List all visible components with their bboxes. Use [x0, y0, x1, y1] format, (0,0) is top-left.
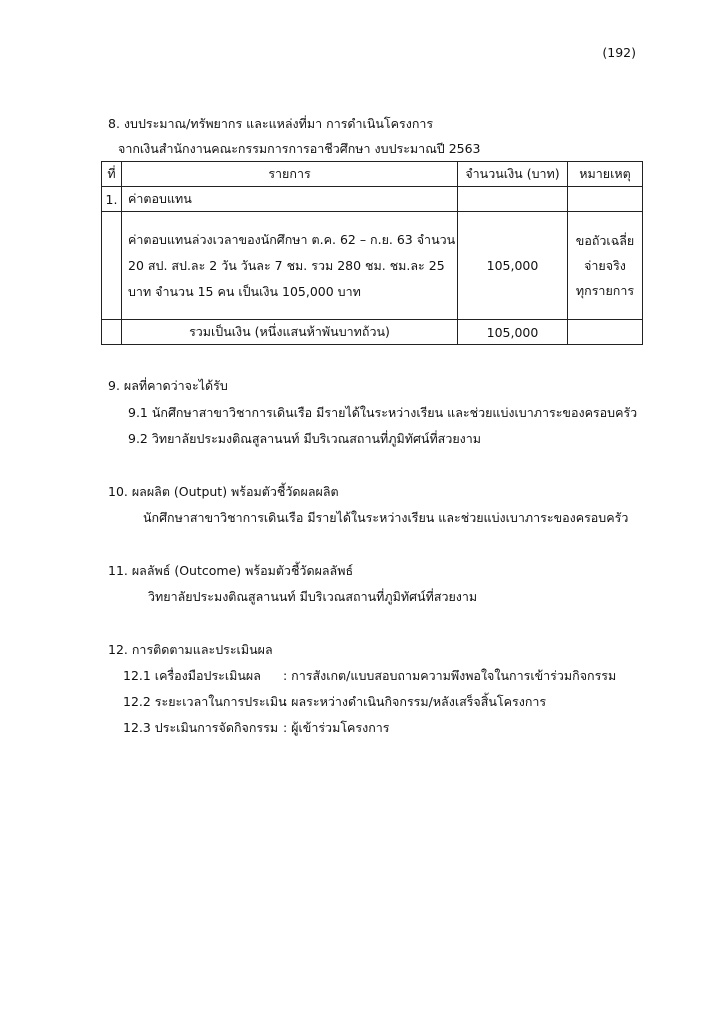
header-no: ที่	[102, 162, 122, 187]
section-12-item-value: : การสังเกต/แบบสอบถามความพึงพอใจในการเข้าร่วมกิจกรรม	[283, 668, 617, 683]
section-10-heading: 10. ผลผลิต (Output) พร้อมตัวชี้วัดผลผลิต	[108, 484, 339, 499]
header-remark: หมายเหตุ	[568, 162, 643, 187]
total-no-empty	[102, 320, 122, 345]
header-item: รายการ	[122, 162, 458, 187]
section-12-item-label: 12.2 ระยะเวลาในการประเมิน	[123, 694, 287, 709]
total-remark-empty	[568, 320, 643, 345]
table-total-row	[102, 320, 643, 345]
row-no-empty	[102, 212, 122, 320]
page-number: (192)	[602, 45, 636, 60]
item-line: ค่าตอบแทนล่วงเวลาของนักศึกษา ต.ค. 62 – ก.ย. 63 จำนวน	[128, 231, 456, 247]
section-9-item: 9.1 นักศึกษาสาขาวิชาการเดินเรือ มีรายได้ในระหว่างเรียน และช่วยแบ่งเบาภาระของครอบครัว	[128, 405, 638, 420]
remark-line: ทุกรายการ	[575, 283, 635, 298]
section-12-item-label: 12.1 เครื่องมือประเมินผล	[123, 668, 261, 683]
row-remark	[568, 212, 643, 320]
table-header-row	[102, 162, 643, 187]
row-item-description	[122, 212, 458, 320]
row-item: ค่าตอบแทน	[122, 187, 458, 212]
item-line: บาท จำนวน 15 คน เป็นเงิน 105,000 บาท	[128, 283, 361, 299]
section-12-item-value: : ผลระหว่างดำเนินกิจกรรม/หลังเสร็จสิ้นโครงการ	[283, 694, 547, 709]
item-line: 20 สป. สป.ละ 2 วัน วันละ 7 ชม. รวม 280 ชม. ชม.ละ 25	[128, 257, 445, 273]
section-12-item-value: : ผู้เข้าร่วมโครงการ	[283, 720, 390, 735]
header-amount: จำนวนเงิน (บาท)	[458, 162, 568, 187]
section-12-item-label: 12.3 ประเมินการจัดกิจกรรม	[123, 720, 279, 735]
section-9-item: 9.2 วิทยาลัยประมงติณสูลานนท์ มีบริเวณสถานที่ภูมิทัศน์ที่สวยงาม	[128, 431, 482, 446]
table-row	[102, 212, 643, 320]
remark-line: ขอถัวเฉลี่ย	[575, 233, 635, 248]
row-no: 1.	[102, 187, 122, 212]
row-amount-empty	[458, 187, 568, 212]
table-row	[102, 187, 643, 212]
section-12-heading: 12. การติดตามและประเมินผล	[108, 642, 273, 657]
section-8-heading: 8. งบประมาณ/ทรัพยากร และแหล่งที่มา การดำเนินโครงการ	[108, 116, 434, 131]
row-amount: 105,000	[458, 212, 568, 320]
remark-line: จ่ายจริง	[584, 258, 626, 273]
section-9-heading: 9. ผลที่คาดว่าจะได้รับ	[108, 378, 228, 393]
section-11-heading: 11. ผลลัพธ์ (Outcome) พร้อมตัวชี้วัดผลลัพธ์	[108, 563, 354, 578]
section-11-text: วิทยาลัยประมงติณสูลานนท์ มีบริเวณสถานที่ภูมิทัศน์ที่สวยงาม	[148, 589, 478, 604]
total-amount: 105,000	[458, 320, 568, 345]
row-remark-empty	[568, 187, 643, 212]
total-label: รวมเป็นเงิน (หนึ่งแสนห้าพันบาทถ้วน)	[122, 320, 458, 345]
section-8-source: จากเงินสำนักงานคณะกรรมการการอาชีวศึกษา งบประมาณปี 2563	[118, 141, 481, 156]
section-10-text: นักศึกษาสาขาวิชาการเดินเรือ มีรายได้ในระหว่างเรียน และช่วยแบ่งเบาภาระของครอบครัว	[143, 510, 629, 525]
budget-table	[101, 161, 643, 345]
